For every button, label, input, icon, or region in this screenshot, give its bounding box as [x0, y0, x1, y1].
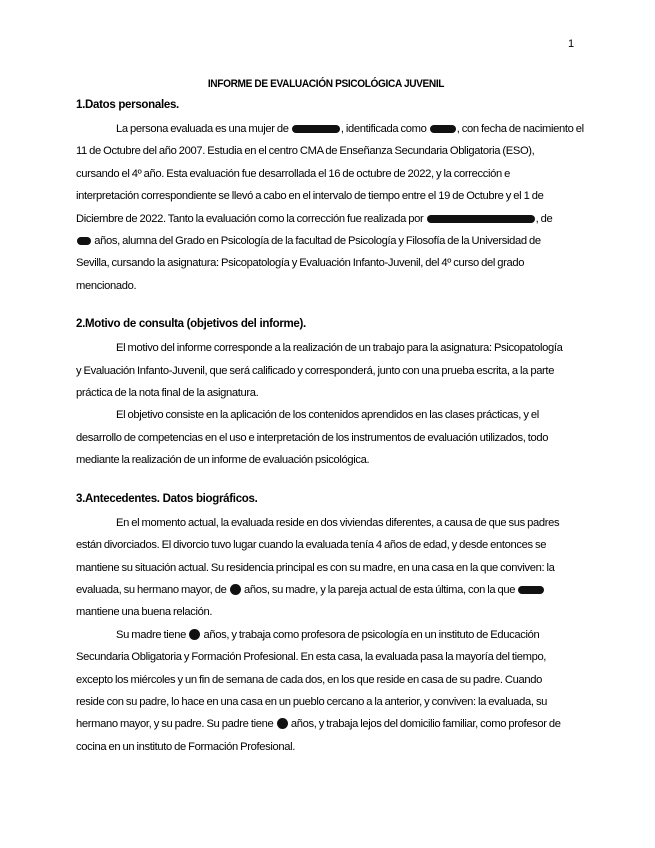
text-line: mencionado. — [76, 279, 137, 292]
text-line: y Evaluación Infanto-Juvenil, que será calificado y corresponderá, junto con una prueba escrita, a la parte — [76, 364, 555, 377]
text-line: están divorciados. El divorcio tuvo lugar cuando la evaluada tenía 4 años de edad, y desde entonces se — [76, 539, 547, 552]
text-line: desarrollo de competencias en el uso e interpretación de los instrumentos de evaluación utilizados, todo — [76, 431, 549, 444]
section-antecedentes-paragraph-1 — [76, 512, 576, 624]
text-line: interpretación correspondiente se llevó a cabo en el intervalo de tiempo entre el 19 de Octubre y el 1 de — [76, 190, 544, 203]
redaction-mark — [427, 215, 535, 223]
document-body — [76, 76, 584, 758]
text-line: Su madre tiene años, y trabaja como profesora de psicología en un instituto de Educación — [116, 628, 540, 641]
text-line: cocina en un instituto de Formación Profesional. — [76, 740, 296, 753]
section-heading-antecedentes: 3.Antecedentes. Datos biográficos. — [76, 492, 258, 505]
text-line: reside con su padre, lo hace en una casa en un pueblo cercano a la anterior, y conviven: la evaluada, su — [76, 695, 548, 708]
section-motivo-paragraph-1 — [76, 337, 576, 404]
section-motivo-paragraph-2 — [76, 404, 576, 471]
text-line: mantiene una buena relación. — [76, 606, 213, 619]
redaction-mark — [430, 125, 456, 133]
text-line: Sevilla, cursando la asignatura: Psicopatología y Evaluación Infanto-Juvenil, del 4º curso del grado — [76, 257, 525, 270]
text-line: evaluada, su hermano mayor, de años, su madre, y la pareja actual de esta última, con la que — [76, 579, 576, 601]
text-line: 11 de Octubre del año 2007. Estudia en el centro CMA de Enseñanza Secundaria Obligatoria (ESO), — [76, 145, 535, 158]
text-line: mantiene su situación actual. Su residencia principal es con su madre, en una casa en la que conviven: la — [76, 561, 555, 574]
text-line: años, alumna del Grado en Psicología de la facultad de Psicología y Filosofía de la Universidad de — [76, 230, 576, 252]
text-line: Diciembre de 2022. Tanto la evaluación como la corrección fue realizada por , de — [76, 212, 553, 225]
redaction-mark — [292, 125, 340, 133]
text-line: El motivo del informe corresponde a la realización de un trabajo para la asignatura: Psicopatología — [116, 342, 563, 355]
redaction-mark — [230, 584, 241, 595]
text-line: hermano mayor, y su padre. Su padre tiene años, y trabaja lejos del domicilio familiar, como profesor de — [76, 718, 561, 731]
text-line: excepto los miércoles y un fin de semana de cada dos, en los que reside en casa de su padre. Cuando — [76, 673, 542, 686]
redaction-mark — [77, 237, 91, 245]
section-heading-motivo-consulta: 2.Motivo de consulta (objetivos del informe). — [76, 318, 306, 331]
redaction-mark — [277, 718, 288, 729]
document-title: INFORME DE EVALUACIÓN PSICOLÓGICA JUVENIL — [207, 78, 445, 90]
text-line: El objetivo consiste en la aplicación de los contenidos aprendidos en las clases prácticas, y el — [116, 409, 539, 422]
text-line: En el momento actual, la evaluada reside en dos viviendas diferentes, a causa de que sus padres — [116, 516, 560, 529]
redaction-mark — [518, 586, 544, 594]
text-line: mediante la realización de un informe de evaluación psicológica. — [76, 454, 370, 467]
section-datos-personales-text — [76, 118, 584, 297]
page-number: 1 — [568, 38, 575, 50]
text-line: Secundaria Obligatoria y Formación Profesional. En esta casa, la evaluada pasa la mayoría del tiempo, — [76, 651, 547, 664]
text-line: práctica de la nota final de la asignatura. — [76, 387, 259, 400]
text-line: La persona evaluada es una mujer de , identificada como , con fecha de nacimiento el — [116, 123, 584, 135]
text-line: cursando el 4º año. Esta evaluación fue desarrollada el 16 de octubre de 2022, y la corrección e — [76, 167, 511, 180]
section-antecedentes-paragraph-2 — [76, 624, 576, 758]
redaction-mark — [189, 629, 200, 640]
section-heading-datos-personales: 1.Datos personales. — [76, 99, 179, 111]
